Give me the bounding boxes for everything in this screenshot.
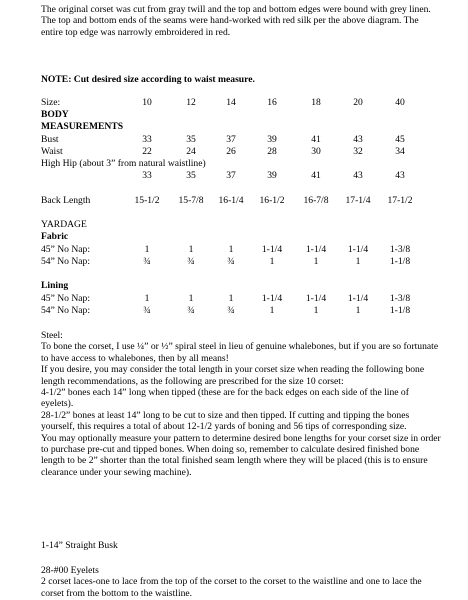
fabric-45-value: 1-1/4 [305, 244, 327, 255]
fabric-heading: Fabric [41, 231, 69, 242]
fabric-54-value: ¾ [187, 256, 195, 267]
lining-45-row [41, 293, 461, 305]
lining-45-value: 1-1/4 [261, 293, 283, 304]
steel-heading: Steel: [41, 330, 63, 341]
fabric-45-value: 1-1/4 [347, 244, 369, 255]
size-label: Size: [41, 97, 61, 108]
size-row [41, 97, 461, 109]
fabric-45-value: 1 [144, 244, 150, 255]
size-value: 12 [186, 97, 196, 108]
high-hip-value: 43 [353, 170, 363, 181]
fabric-45-label: 45” No Nap: [41, 244, 91, 255]
high-hip-row [41, 170, 461, 182]
bust-value: 37 [226, 134, 236, 145]
lining-54-value: ¾ [187, 305, 195, 316]
size-note: NOTE: Cut desired size according to waist measure. [41, 74, 255, 85]
fabric-54-value: ¾ [143, 256, 151, 267]
steel-paragraph-4: 28-1/2” bones at least 14” long to be cut to size and then tipped. If cutting and tipping the bones yourself, this requires a total of about 12-1/2 yards of boning and 56 tips of corresponding size. [41, 409, 410, 433]
waist-value: 32 [353, 146, 363, 157]
waist-value: 34 [395, 146, 405, 157]
back-length-label: Back Length [41, 195, 91, 206]
fabric-54-value: ¾ [227, 256, 235, 267]
steel-paragraph-3: 4-1/2” bones each 14” long when tipped (these are for the back edges on each side of the line of eyelets). [41, 387, 409, 410]
bust-value: 39 [267, 134, 277, 145]
eyelets-paragraph: 2 corset laces-one to lace from the top of the corset to the corset to the waistline and one to lace the corset from the bottom to the waistline. [41, 576, 422, 599]
size-value: 16 [267, 97, 277, 108]
fabric-54-value: 1-1/8 [389, 256, 411, 267]
fabric-54-value: 1 [355, 256, 361, 267]
high-hip-value: 41 [311, 170, 321, 181]
intro-paragraph: The original corset was cut from gray twill and the top and bottom edges were bound with grey linen. The top and bottom ends of the seams were hand-worked with red silk per the above diagram. The entire top edge was narrowly embroidered in red. [41, 4, 431, 38]
eyelets-heading: 28-#00 Eyelets [41, 565, 99, 576]
waist-value: 28 [267, 146, 277, 157]
waist-label: Waist [41, 146, 63, 157]
back-length-value: 16-1/4 [218, 195, 244, 206]
lining-45-value: 1-3/8 [389, 293, 411, 304]
lining-45-value: 1 [228, 293, 234, 304]
fabric-54-label: 54” No Nap: [41, 256, 91, 267]
back-length-value: 17-1/4 [345, 195, 371, 206]
high-hip-label: High Hip (about 3” from natural waistline) [41, 158, 206, 169]
fabric-45-value: 1-1/4 [261, 244, 283, 255]
steel-paragraph-1: To bone the corset, I use ¼” or ½” spiral steel in lieu of genuine whalebones, but if you are so fortunate to have access to whalebones, then by all means! [41, 341, 439, 364]
fabric-54-row [41, 256, 461, 268]
steel-paragraph-2: If you desire, you may consider the total length in your corset size when reading the following bone length recommendations, as the following are prescribed for the size 10 corset: [41, 364, 425, 387]
lining-54-value: ¾ [227, 305, 235, 316]
yardage-heading: YARDAGE [41, 219, 87, 230]
size-value: 20 [353, 97, 363, 108]
high-hip-value: 35 [186, 170, 196, 181]
lining-45-value: 1 [188, 293, 194, 304]
lining-54-label: 54” No Nap: [41, 305, 91, 316]
size-value: 14 [226, 97, 236, 108]
size-value: 40 [395, 97, 405, 108]
size-value: 10 [142, 97, 152, 108]
steel-paragraph-5: You may optionally measure your pattern to determine desired bone lengths for your corset size in order to purchase pre-cut and tipped bones. When doing so, remember to calculate desired finished bone length to be 2” shorter than the total finished seam length where they will be placed (this is to ensure clearance under your sewing machine). [41, 432, 441, 478]
bust-value: 33 [142, 134, 152, 145]
fabric-45-row [41, 244, 461, 256]
high-hip-value: 43 [395, 170, 405, 181]
high-hip-value: 39 [267, 170, 277, 181]
bust-label: Bust [41, 134, 59, 145]
back-length-value: 17-1/2 [387, 195, 413, 206]
lining-54-value: 1-1/8 [389, 305, 411, 316]
fabric-54-value: 1 [313, 256, 319, 267]
back-length-value: 15-1/2 [134, 195, 160, 206]
waist-row [41, 146, 461, 158]
bust-value: 43 [353, 134, 363, 145]
lining-45-value: 1 [144, 293, 150, 304]
lining-54-value: 1 [313, 305, 319, 316]
high-hip-value: 33 [142, 170, 152, 181]
back-length-value: 16-1/2 [259, 195, 285, 206]
lining-45-label: 45” No Nap: [41, 293, 91, 304]
lining-54-row [41, 305, 461, 317]
body-measurements-heading-1: BODY [41, 109, 69, 120]
bust-row [41, 134, 461, 146]
fabric-45-value: 1 [188, 244, 194, 255]
lining-heading: Lining [41, 280, 69, 291]
waist-value: 24 [186, 146, 196, 157]
waist-value: 22 [142, 146, 152, 157]
back-length-value: 16-7/8 [303, 195, 329, 206]
busk-line: 1-14” Straight Busk [41, 540, 118, 551]
back-length-value: 15-7/8 [178, 195, 204, 206]
lining-45-value: 1-1/4 [347, 293, 369, 304]
bust-value: 45 [395, 134, 405, 145]
fabric-54-value: 1 [269, 256, 275, 267]
lining-54-value: 1 [269, 305, 275, 316]
fabric-45-value: 1 [228, 244, 234, 255]
body-measurements-heading-2: MEASUREMENTS [41, 121, 124, 132]
waist-value: 30 [311, 146, 321, 157]
lining-45-value: 1-1/4 [305, 293, 327, 304]
waist-value: 26 [226, 146, 236, 157]
fabric-45-value: 1-3/8 [389, 244, 411, 255]
lining-54-value: ¾ [143, 305, 151, 316]
back-length-row [41, 195, 461, 207]
high-hip-value: 37 [226, 170, 236, 181]
lining-54-value: 1 [355, 305, 361, 316]
steel-section [41, 330, 441, 478]
size-value: 18 [311, 97, 321, 108]
eyelets-section [41, 565, 441, 599]
bust-value: 41 [311, 134, 321, 145]
bust-value: 35 [186, 134, 196, 145]
